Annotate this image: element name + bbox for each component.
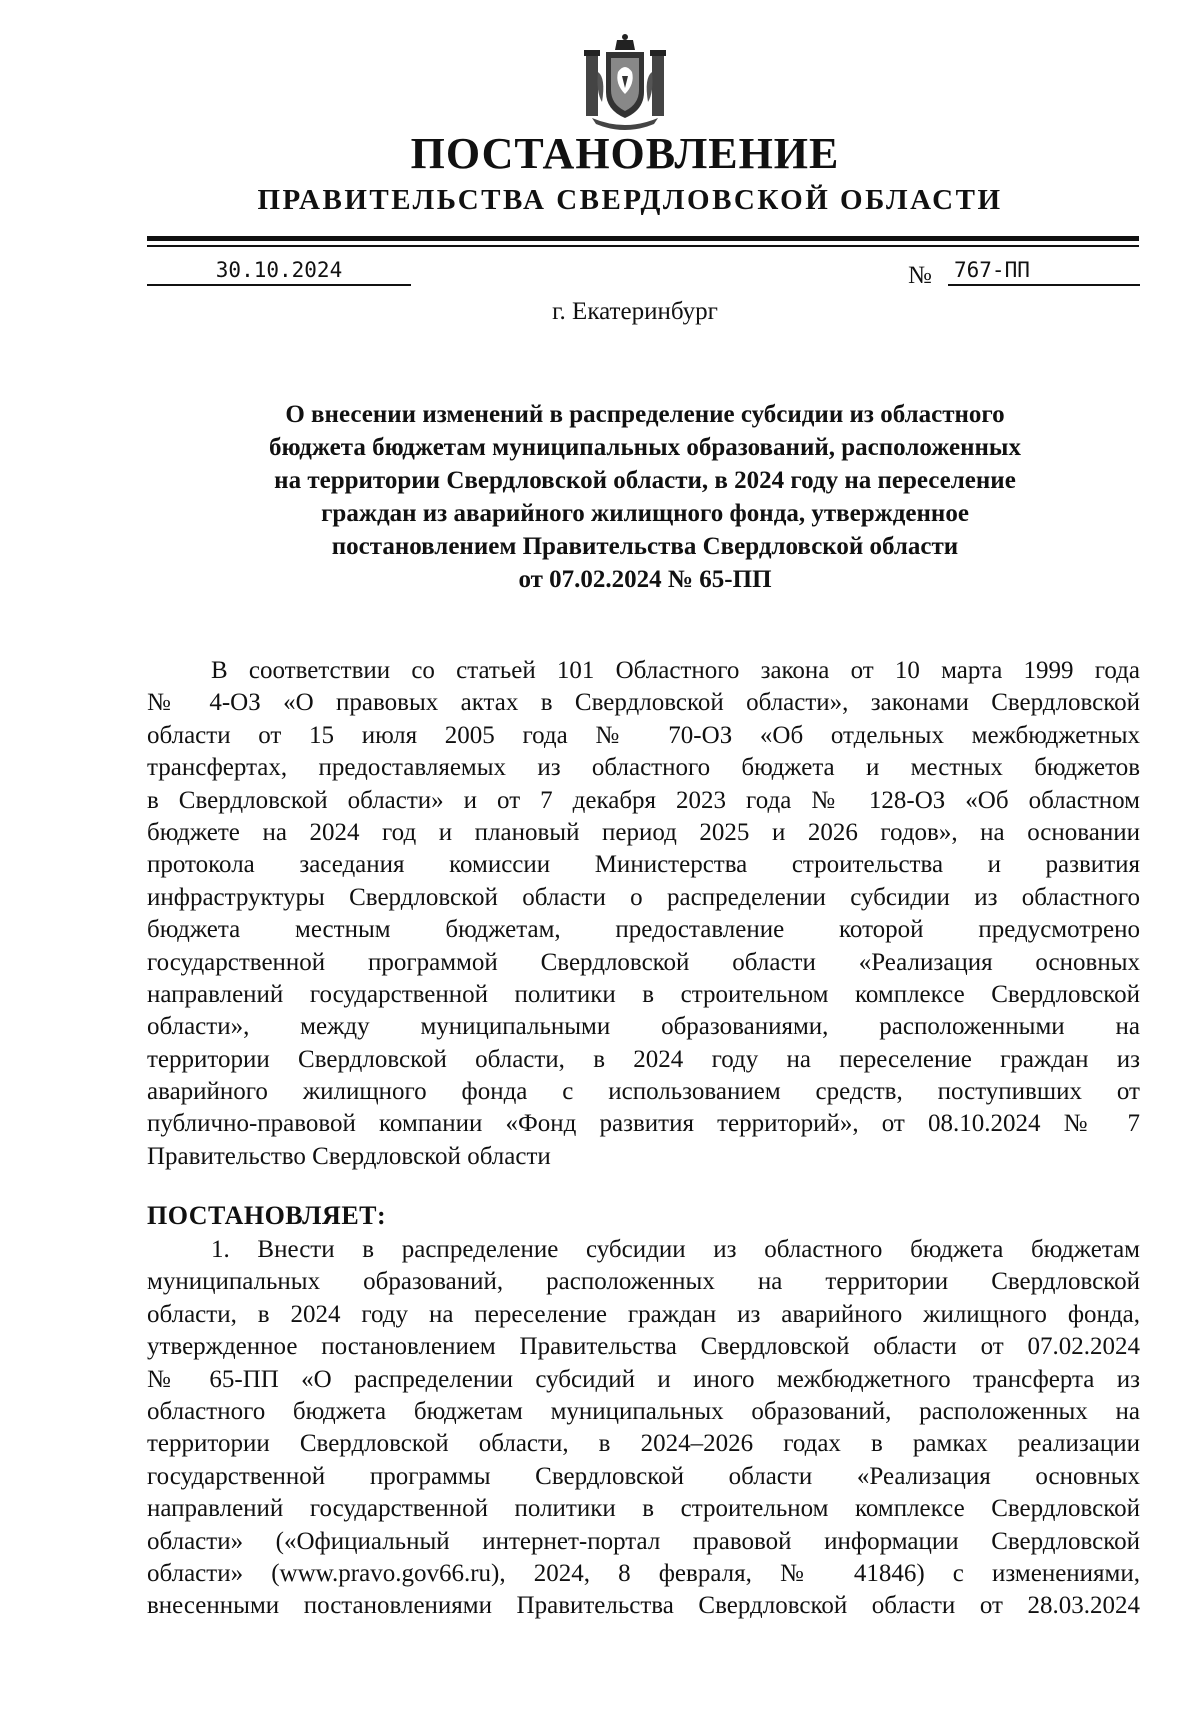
document-number: 767-ПП [948,258,1140,286]
heading-line: О внесении изменений в распределение субсидии из областного [285,401,1005,428]
text-line: аварийного жилищного фонда с использованием средств, поступивших от [147,1078,1140,1106]
text-line: бюджета местным бюджетам, предоставление которой предусмотрено [147,916,1140,944]
text-line: области» («Официальный интернет-портал правовой информации Свердловской [147,1527,1140,1555]
text-line: области» (www.pravo.gov66.ru), 2024, 8 февраля, № 41846) с изменениями, [147,1559,1140,1587]
preamble-paragraph [147,655,1140,1173]
text-line: направлений государственной политики в строительном комплексе Свердловской [147,1495,1140,1523]
text-line: утвержденное постановлением Правительства Свердловской области от 07.02.2024 [147,1333,1140,1361]
document-heading [180,398,1110,596]
text-line: протокола заседания комиссии Министерства строительства и развития [147,851,1140,879]
heading-line: от 07.02.2024 № 65-ПП [518,566,772,593]
text-line: муниципальных образований, расположенных на территории Свердловской [147,1268,1140,1296]
text-line: трансфертах, предоставляемых из областного бюджета и местных бюджетов [147,754,1140,782]
resolves-heading: ПОСТАНОВЛЯЕТ: [147,1201,387,1230]
document-subtitle: ПРАВИТЕЛЬСТВА СВЕРДЛОВСКОЙ ОБЛАСТИ [257,184,1003,216]
header-rule-thin [147,245,1139,247]
text-line: бюджете на 2024 год и плановый период 2025 и 2026 годов», на основании [147,818,1140,846]
heading-line: на территории Свердловской области, в 2024 году на переселение [274,467,1016,494]
text-line: областного бюджета бюджетам муниципальных образований, расположенных на [147,1397,1140,1425]
document-title: ПОСТАНОВЛЕНИЕ [410,129,840,178]
item-1-paragraph [147,1234,1140,1623]
text-line: области», между муниципальными образованиями, расположенными на [147,1013,1140,1041]
text-line: государственной программы Свердловской области «Реализация основных [147,1462,1140,1490]
text-line: № 65-ПП «О распределении субсидий и иного межбюджетного трансферта из [147,1365,1140,1393]
text-line: территории Свердловской области, в 2024–2026 годах в рамках реализации [147,1430,1140,1458]
heading-line: постановлением Правительства Свердловской области [331,533,959,560]
text-line: 1. Внести в распределение субсидии из областного бюджета бюджетам [211,1236,1140,1263]
header-rule-thick [147,236,1139,241]
text-line: инфраструктуры Свердловской области о распределении субсидии из областного [147,883,1140,911]
text-line: № 4-ОЗ «О правовых актах в Свердловской области», законами Свердловской [147,689,1140,717]
text-line: внесенными постановлениями Правительства Свердловской области от 28.03.2024 [147,1592,1140,1620]
heading-line: граждан из аварийного жилищного фонда, утвержденное [321,500,969,527]
text-line: публично-правовой компании «Фонд развития территорий», от 08.10.2024 № 7 [147,1110,1140,1138]
number-sign: № [908,262,932,289]
text-line: государственной программой Свердловской области «Реализация основных [147,948,1140,976]
text-line: области от 15 июля 2005 года № 70-ОЗ «Об отдельных межбюджетных [147,721,1140,749]
text-line: В соответствии со статьей 101 Областного закона от 10 марта 1999 года [211,657,1140,684]
document-city: г. Екатеринбург [552,298,718,325]
text-line: в Свердловской области» и от 7 декабря 2023 года № 128-ОЗ «Об областном [147,786,1140,814]
text-line: направлений государственной политики в строительном комплексе Свердловской [147,980,1140,1008]
text-line: области, в 2024 году на переселение граждан из аварийного жилищного фонда, [147,1300,1140,1328]
heading-line: бюджета бюджетам муниципальных образований, расположенных [269,434,1021,461]
text-line: Правительство Свердловской области [147,1142,551,1170]
text-line: территории Свердловской области, в 2024 году на переселение граждан из [147,1045,1140,1073]
document-date: 30.10.2024 [147,258,411,286]
coat-of-arms-icon [580,32,670,132]
